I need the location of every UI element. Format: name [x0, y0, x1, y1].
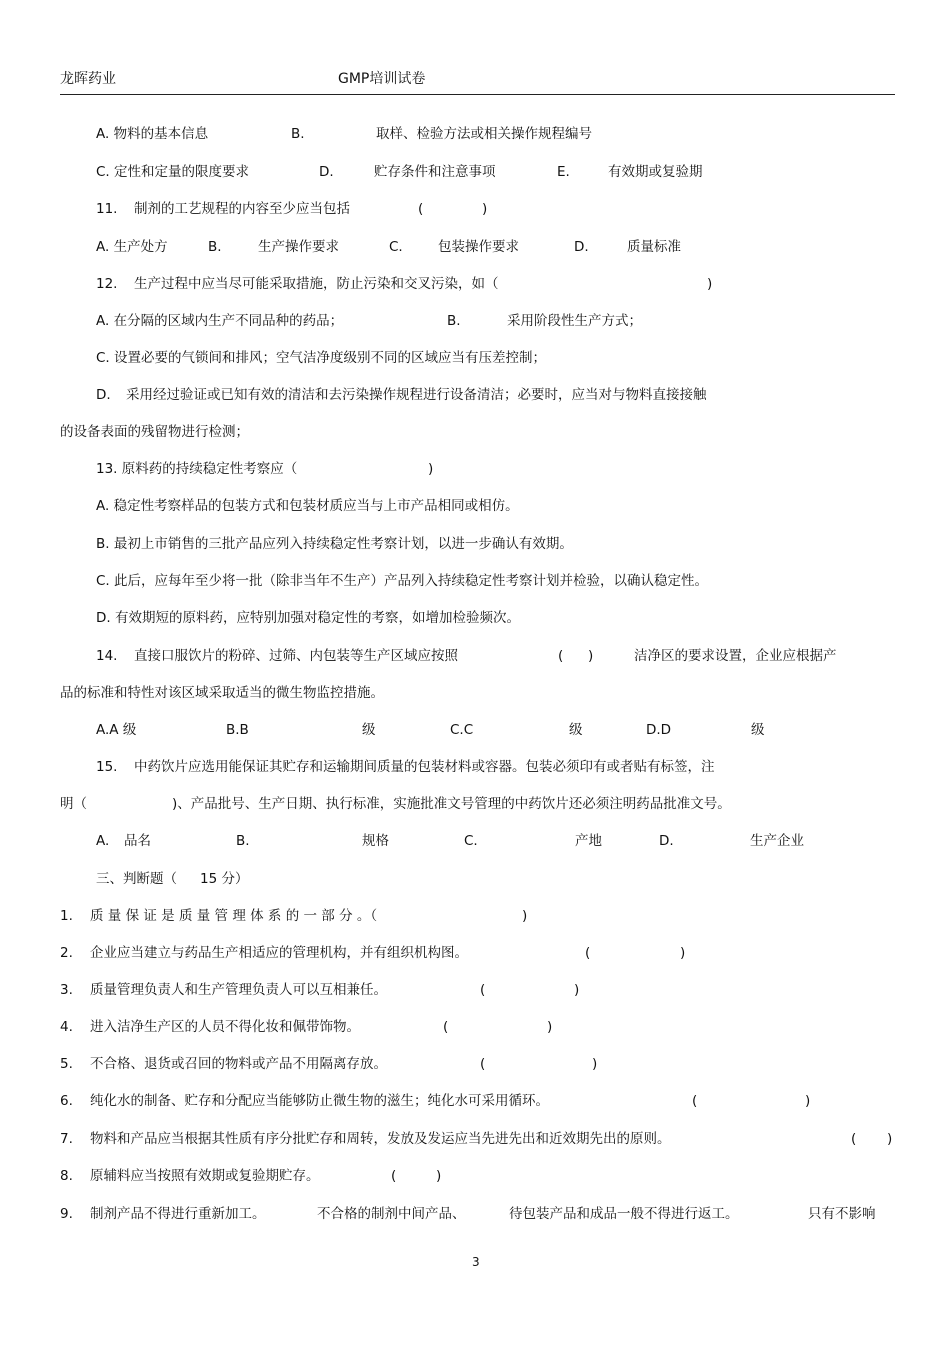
item-number: 1.: [60, 908, 73, 924]
item-text: 待包装产品和成品一般不得进行返工。: [509, 1206, 739, 1222]
question-text: 13. 原料药的持续稳定性考察应（: [96, 461, 298, 477]
item-text: 制剂产品不得进行重新加工。: [90, 1206, 266, 1222]
question-number: 14.: [96, 648, 118, 664]
answer-bracket: ): [805, 1093, 811, 1109]
header-company: 龙晖药业: [60, 71, 116, 87]
item-text: 质量管理负责人和生产管理负责人可以互相兼任。: [90, 982, 387, 998]
answer-bracket: (: [480, 982, 486, 998]
header-title: GMP培训试卷: [338, 71, 426, 87]
text-line: 质量标准: [627, 239, 681, 255]
text-line: D.: [574, 239, 589, 255]
text-line: 贮存条件和注意事项: [374, 164, 496, 180]
question-number: 11.: [96, 201, 118, 217]
question-number: 15.: [96, 759, 118, 775]
item-number: 3.: [60, 982, 73, 998]
text-line: 级: [569, 722, 583, 738]
text-line: 规格: [362, 833, 389, 849]
answer-bracket: ): [482, 201, 488, 217]
text-line: 生产操作要求: [258, 239, 339, 255]
item-number: 2.: [60, 945, 73, 961]
answer-bracket: ): [707, 276, 713, 292]
answer-bracket: (: [418, 201, 424, 217]
text-line: D.: [96, 387, 111, 403]
text-line: 取样、检验方法或相关操作规程编号: [376, 126, 592, 142]
question-text: 直接口服饮片的粉碎、过筛、内包装等生产区域应按照: [134, 648, 458, 664]
answer-bracket: ): [887, 1131, 893, 1147]
text-line: C.: [464, 833, 478, 849]
item-number: 7.: [60, 1131, 73, 1147]
item-number: 9.: [60, 1206, 73, 1222]
answer-bracket: ): [574, 982, 580, 998]
page-number: 3: [472, 1255, 480, 1269]
answer-bracket: ): [547, 1019, 553, 1035]
text-line: B.B: [226, 722, 249, 738]
item-number: 6.: [60, 1093, 73, 1109]
item-text: 进入洁净生产区的人员不得化妆和佩带饰物。: [90, 1019, 360, 1035]
text-line: B.: [208, 239, 222, 255]
text-line: 产地: [575, 833, 602, 849]
text-line: 级: [751, 722, 765, 738]
text-line: D.: [319, 164, 334, 180]
item-text: 企业应当建立与药品生产相适应的管理机构，并有组织机构图。: [90, 945, 468, 961]
text-line: 采用经过验证或已知有效的清洁和去污染操作规程进行设备清洁；必要时，应当对与物料直接接触: [126, 387, 707, 403]
question-number: 12.: [96, 276, 118, 292]
text-line: C. 此后，应每年至少将一批（除非当年不生产）产品列入持续稳定性考察计划并检验，以确认稳定性。: [96, 573, 709, 589]
item-text: 只有不影响: [808, 1206, 876, 1222]
item-text: 物料和产品应当根据其性质有序分批贮存和周转，发放及发运应当先进先出和近效期先出的原则。: [90, 1131, 671, 1147]
item-number: 5.: [60, 1056, 73, 1072]
item-text: 不合格的制剂中间产品、: [317, 1206, 466, 1222]
item-number: 4.: [60, 1019, 73, 1035]
answer-bracket: (: [558, 648, 564, 664]
text-line: )、产品批号、生产日期、执行标准，实施批准文号管理的中药饮片还必须注明药品批准文号。: [172, 796, 731, 812]
answer-bracket: (: [585, 945, 591, 961]
text-line: C. 定性和定量的限度要求: [96, 164, 250, 180]
text-line: 包装操作要求: [438, 239, 519, 255]
answer-bracket: (: [480, 1056, 486, 1072]
question-text: 制剂的工艺规程的内容至少应当包括: [134, 201, 350, 217]
answer-bracket: (: [692, 1093, 698, 1109]
text-line: E.: [557, 164, 570, 180]
answer-bracket: ): [428, 461, 434, 477]
answer-bracket: (: [391, 1168, 397, 1184]
header-divider: [60, 94, 895, 95]
text-line: 的设备表面的残留物进行检测；: [60, 424, 249, 440]
answer-bracket: (: [851, 1131, 857, 1147]
text-line: 生产企业: [750, 833, 804, 849]
item-text: 质 量 保 证 是 质 量 管 理 体 系 的 一 部 分 。（: [90, 908, 378, 924]
answer-bracket: ): [436, 1168, 442, 1184]
answer-bracket: ): [588, 648, 594, 664]
section-heading: 三、判断题（: [96, 871, 177, 887]
answer-bracket: ): [522, 908, 528, 924]
text-line: C.C: [450, 722, 474, 738]
text-line: A.: [96, 833, 110, 849]
question-text: 生产过程中应当尽可能采取措施，防止污染和交叉污染，如（: [134, 276, 499, 292]
text-line: A. 物料的基本信息: [96, 126, 209, 142]
item-text: 原辅料应当按照有效期或复验期贮存。: [90, 1168, 320, 1184]
text-line: A.A 级: [96, 722, 137, 738]
text-line: C.: [389, 239, 403, 255]
section-heading: 15 分）: [200, 871, 249, 887]
text-line: B. 最初上市销售的三批产品应列入持续稳定性考察计划，以进一步确认有效期。: [96, 536, 573, 552]
item-text: 不合格、退货或召回的物料或产品不用隔离存放。: [90, 1056, 387, 1072]
text-line: 采用阶段性生产方式；: [507, 313, 642, 329]
question-text: 洁净区的要求设置，企业应根据产: [634, 648, 837, 664]
text-line: 有效期或复验期: [608, 164, 703, 180]
text-line: B.: [236, 833, 250, 849]
answer-bracket: (: [443, 1019, 449, 1035]
text-line: D. 有效期短的原料药，应特别加强对稳定性的考察，如增加检验频次。: [96, 610, 520, 626]
text-line: 品的标准和特性对该区域采取适当的微生物监控措施。: [60, 685, 384, 701]
text-line: 品名: [124, 833, 151, 849]
item-number: 8.: [60, 1168, 73, 1184]
item-text: 纯化水的制备、贮存和分配应当能够防止微生物的滋生；纯化水可采用循环。: [90, 1093, 549, 1109]
text-line: 明（: [60, 796, 87, 812]
question-text: 中药饮片应选用能保证其贮存和运输期间质量的包装材料或容器。包装必须印有或者贴有标签，注: [134, 759, 715, 775]
text-line: A. 在分隔的区域内生产不同品种的药品；: [96, 313, 344, 329]
text-line: B.: [291, 126, 305, 142]
answer-bracket: ): [680, 945, 686, 961]
text-line: A. 生产处方: [96, 239, 168, 255]
text-line: D.: [659, 833, 674, 849]
answer-bracket: ): [592, 1056, 598, 1072]
text-line: D.D: [646, 722, 672, 738]
text-line: C. 设置必要的气锁间和排风；空气洁净度级别不同的区域应当有压差控制；: [96, 350, 547, 366]
text-line: 级: [362, 722, 376, 738]
text-line: A. 稳定性考察样品的包装方式和包装材质应当与上市产品相同或相仿。: [96, 498, 519, 514]
text-line: B.: [447, 313, 461, 329]
